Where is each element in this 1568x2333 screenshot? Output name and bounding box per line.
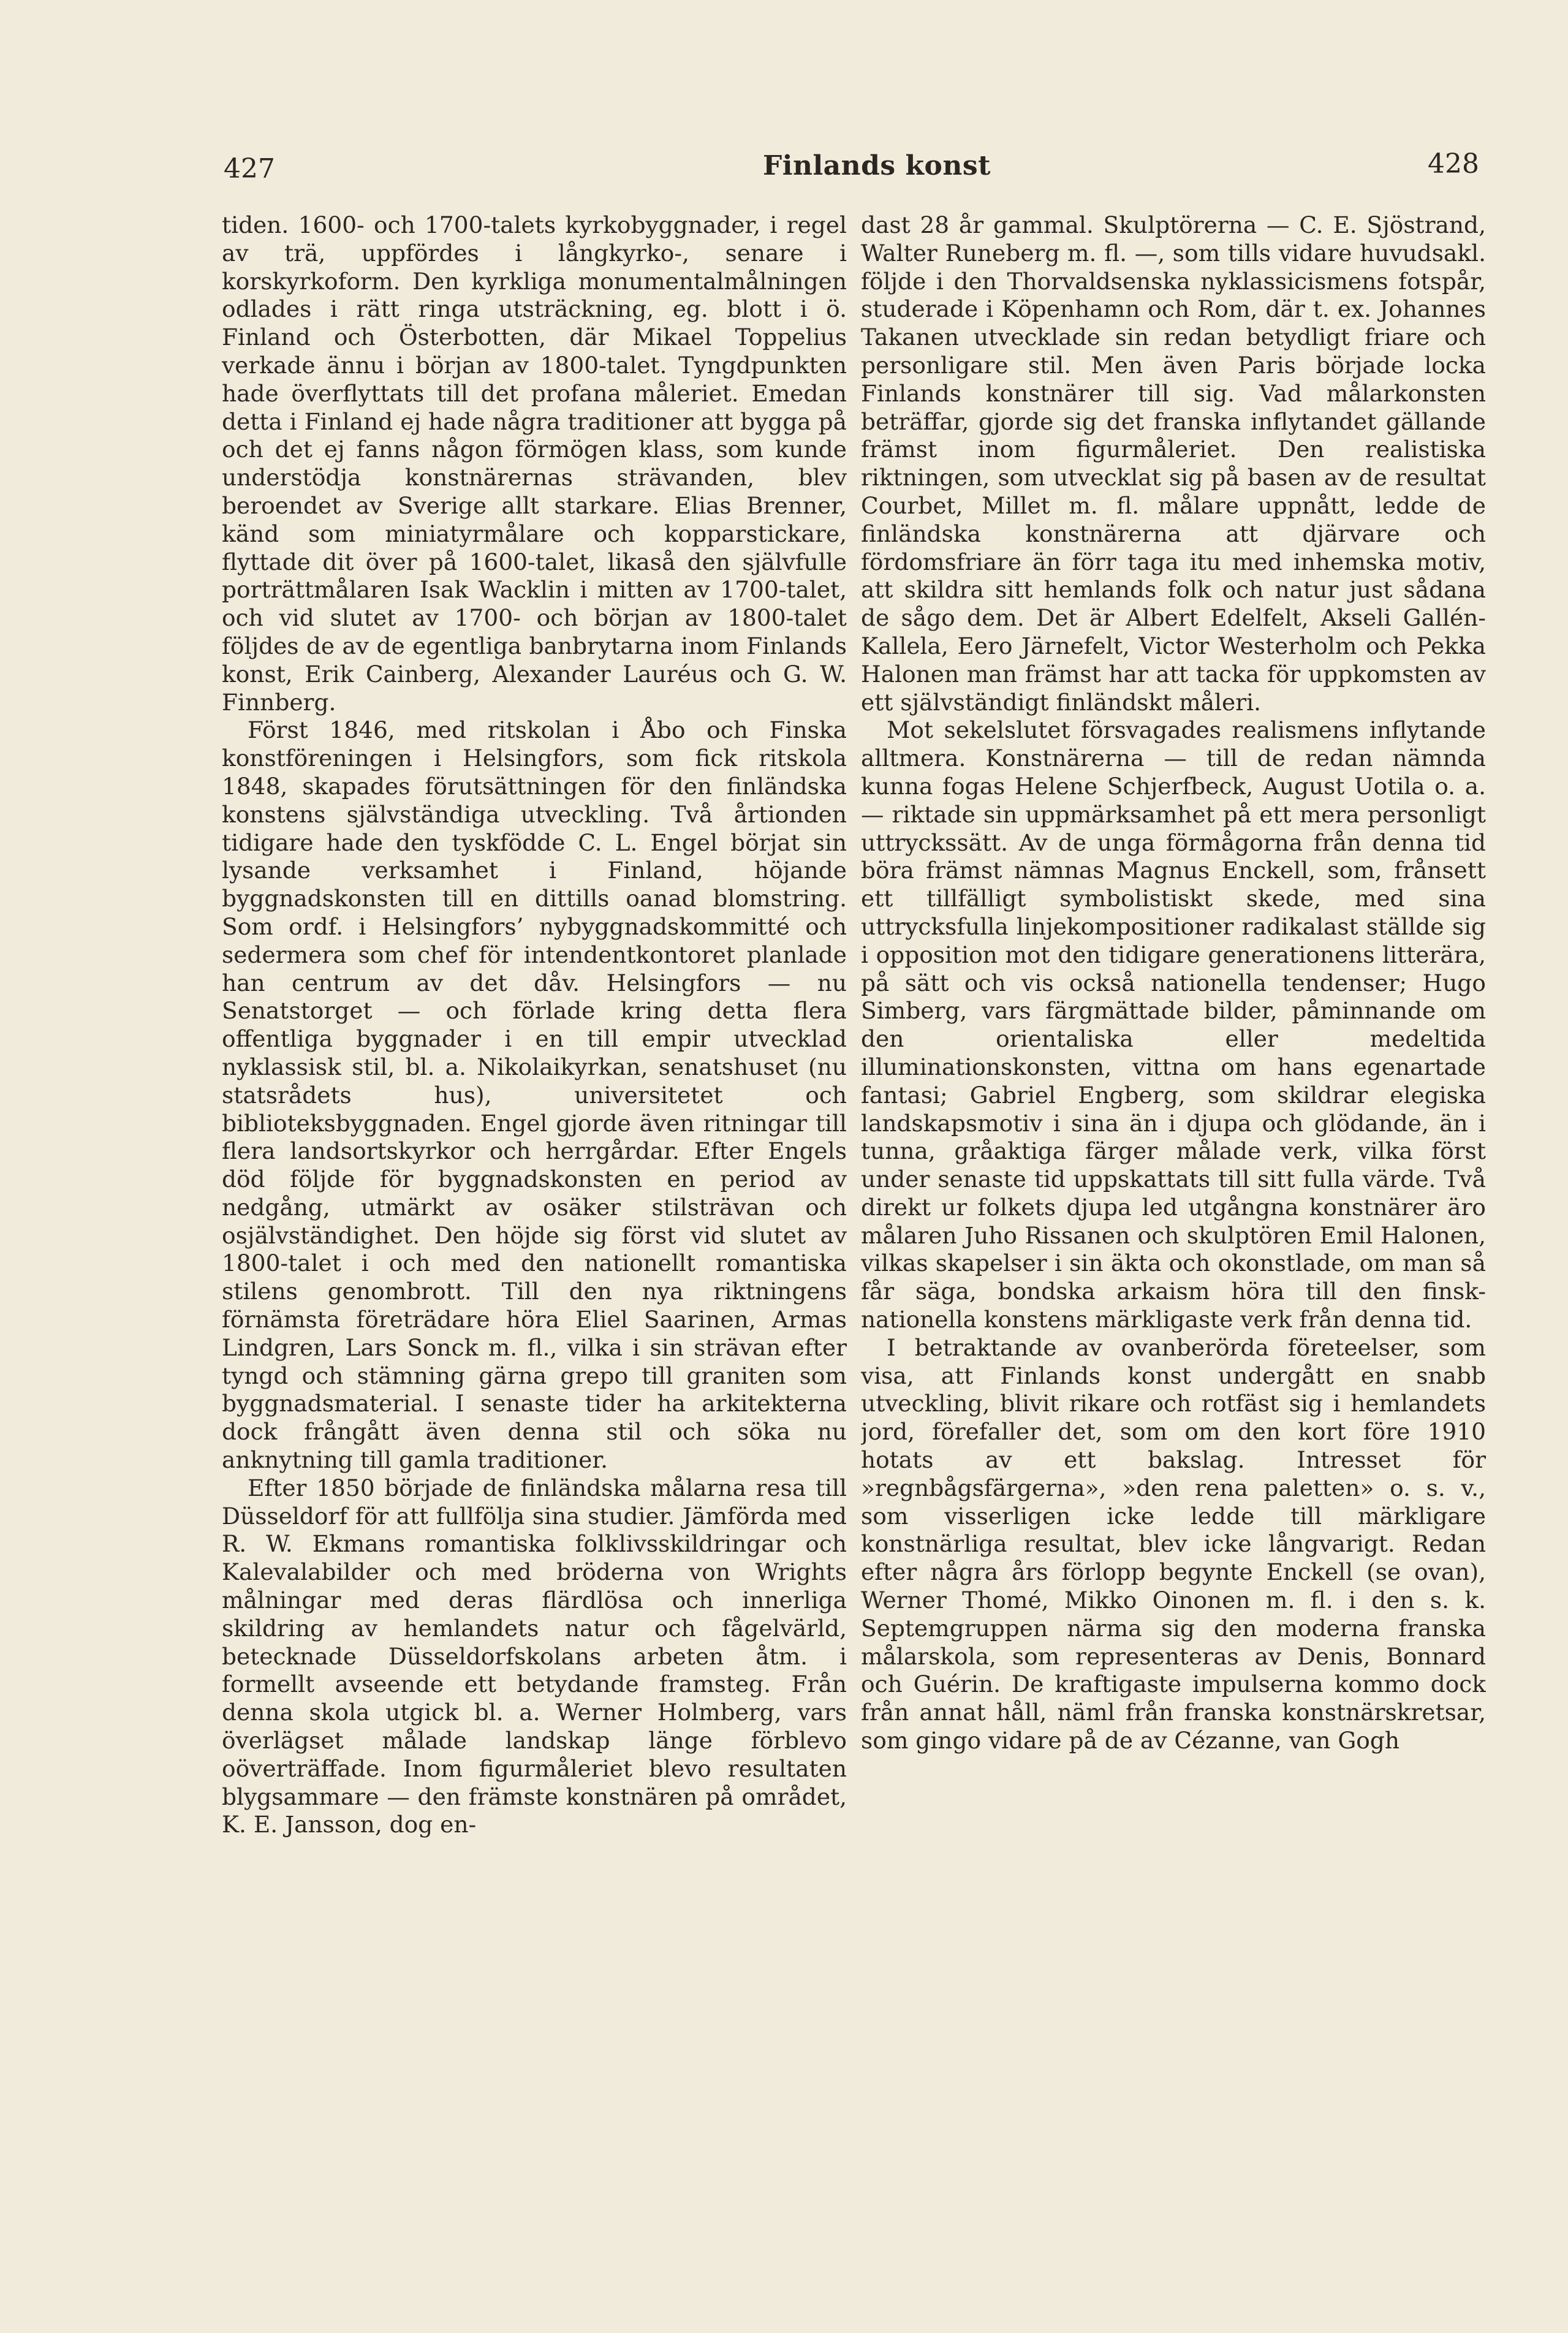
paragraph: tiden. 1600- och 1700-talets kyrkobyggnader, i regel av trä, uppfördes i långkyrko-, senare i korskyrkoform. Den kyrkliga monumentalmålningen odlades i rätt ringa utsträckning, eg. blott i ö. Finland och Österbotten, där Mikael Toppelius verkade ännu i början av 1800-talet. Tyngdpunkten hade överflyttats till det profana måleriet. Emedan detta i Finland ej hade några traditioner att bygga på och det ej fanns någon förmögen klass, som kunde understödja konstnärernas strävanden, blev beroendet av Sverige allt starkare. Elias Brenner, känd som miniatyrmålare och kopparstickare, flyttade dit över på 1600-talet, likaså den självfulle porträttmålaren Isak Wacklin i mitten av 1700-talet, och vid slutet av 1700- och början av 1800-talet följdes de av de egentliga banbrytarna inom Finlands konst, Erik Cainberg, Alexander Lauréus och G. W. Finnberg. [222,211,847,716]
paragraph: Mot sekelslutet försvagades realismens inflytande alltmera. Konstnärerna — till de redan nämnda kunna fogas Helene Schjerfbeck, August Uotila o. a. — riktade sin uppmärksamhet på ett mera personligt uttryckssätt. Av de unga förmågorna från denna tid böra främst nämnas Magnus Enckell, som, frånsett ett tillfälligt symbolistiskt skede, med sina uttrycksfulla linjekompositioner radikalast ställde sig i opposition mot den tidigare generationens litterära, på sätt och vis också nationella tendenser; Hugo Simberg, vars färgmättade bilder, påminnande om den orientaliska eller medeltida illuminationskonsten, vittna om hans egenartade fantasi; Gabriel Engberg, som skildrar elegiska landskapsmotiv i sina än i djupa och glödande, än i tunna, gråaktiga färger målade verk, vilka först under senaste tid uppskattats till sitt fulla värde. Två direkt ur folkets djupa led utgångna konstnärer äro målaren Juho Rissanen och skulptören Emil Halonen, vilkas skapelser i sin äkta och okonstlade, om man så får säga, bondska arkaism höra till den finsk-nationella konstens märkligaste verk från denna tid. [861,716,1486,1333]
left-column [222,211,847,2185]
page-number-left: 427 [224,153,275,184]
running-title: Finlands konst [763,150,991,181]
paragraph: Först 1846, med ritskolan i Åbo och Finska konstföreningen i Helsingfors, som fick ritskola 1848, skapades förutsättningen för den finländska konstens självständiga utveckling. Två årtionden tidigare hade den tyskfödde C. L. Engel börjat sin lysande verksamhet i Finland, höjande byggnadskonsten till en dittills oanad blomstring. Som ordf. i Helsingfors’ nybyggnadskommitté och sedermera som chef för intendentkontoret planlade han centrum av det dåv. Helsingfors — nu Senatstorget — och förlade kring detta flera offentliga byggnader i en till empir utvecklad nyklassisk stil, bl. a. Nikolaikyrkan, senatshuset (nu statsrådets hus), universitetet och biblioteksbyggnaden. Engel gjorde även ritningar till flera landsortskyrkor och herrgårdar. Efter Engels död följde för byggnadskonsten en period av nedgång, utmärkt av osäker stilsträvan och osjälvständighet. Den höjde sig först vid slutet av 1800-talet i och med den nationellt romantiska stilens genombrott. Till den nya riktningens förnämsta företrädare höra Eliel Saarinen, Armas Lindgren, Lars Sonck m. fl., vilka i sin strävan efter tyngd och stämning gärna grepo till graniten som byggnadsmaterial. I senaste tider ha arkitekterna dock frångått även denna stil och söka nu anknytning till gamla traditioner. [222,716,847,1474]
paragraph: dast 28 år gammal. Skulptörerna — C. E. Sjöstrand, Walter Runeberg m. fl. —, som tills vidare huvudsakl. följde i den Thorvaldsenska nyklassicismens fotspår, studerade i Köpenhamn och Rom, där t. ex. Johannes Takanen utvecklade sin redan betydligt friare och personligare stil. Men även Paris började locka Finlands konstnärer till sig. Vad målarkonsten beträffar, gjorde sig det franska inflytandet gällande främst inom figurmåleriet. Den realistiska riktningen, som utvecklat sig på basen av de resultat Courbet, Millet m. fl. målare uppnått, ledde de finländska konstnärerna att djärvare och fördomsfriare än förr taga itu med inhemska motiv, att skildra sitt hemlands folk och natur just sådana de sågo dem. Det är Albert Edelfelt, Akseli Gallén-Kallela, Eero Järnefelt, Victor Westerholm och Pekka Halonen man främst har att tacka för uppkomsten av ett självständigt finländskt måleri. [861,211,1486,716]
page-number-right: 428 [1428,148,1479,180]
right-column [861,211,1486,2185]
paragraph: I betraktande av ovanberörda företeelser, som visa, att Finlands konst undergått en snabb utveckling, blivit rikare och rotfäst sig i hemlandets jord, förefaller det, som om den kort före 1910 hotats av ett bakslag. Intresset för »regnbågsfärgerna», »den rena paletten» o. s. v., som visserligen icke ledde till märkligare konstnärliga resultat, blev icke långvarigt. Redan efter några års förlopp begynte Enckell (se ovan), Werner Thomé, Mikko Oinonen m. fl. i den s. k. Septemgruppen närma sig den moderna franska målarskola, som representeras av Denis, Bonnard och Guérin. De kraftigaste impulserna kommo dock från annat håll, näml från franska konstnärskretsar, som gingo vidare på de av Cézanne, van Gogh [861,1333,1486,1754]
paragraph: Efter 1850 började de finländska målarna resa till Düsseldorf för att fullfölja sina studier. Jämförda med R. W. Ekmans romantiska folklivsskildringar och Kalevalabilder och med bröderna von Wrights målningar med deras flärdlösa och innerliga skildring av hemlandets natur och fågelvärld, betecknade Düsseldorfskolans arbeten åtm. i formellt avseende ett betydande framsteg. Från denna skola utgick bl. a. Werner Holmberg, vars överlägset målade landskap länge förblevo oöverträffade. Inom figurmåleriet blevo resultaten blygsammare — den främste konstnären på området, K. E. Jansson, dog en- [222,1474,847,1838]
